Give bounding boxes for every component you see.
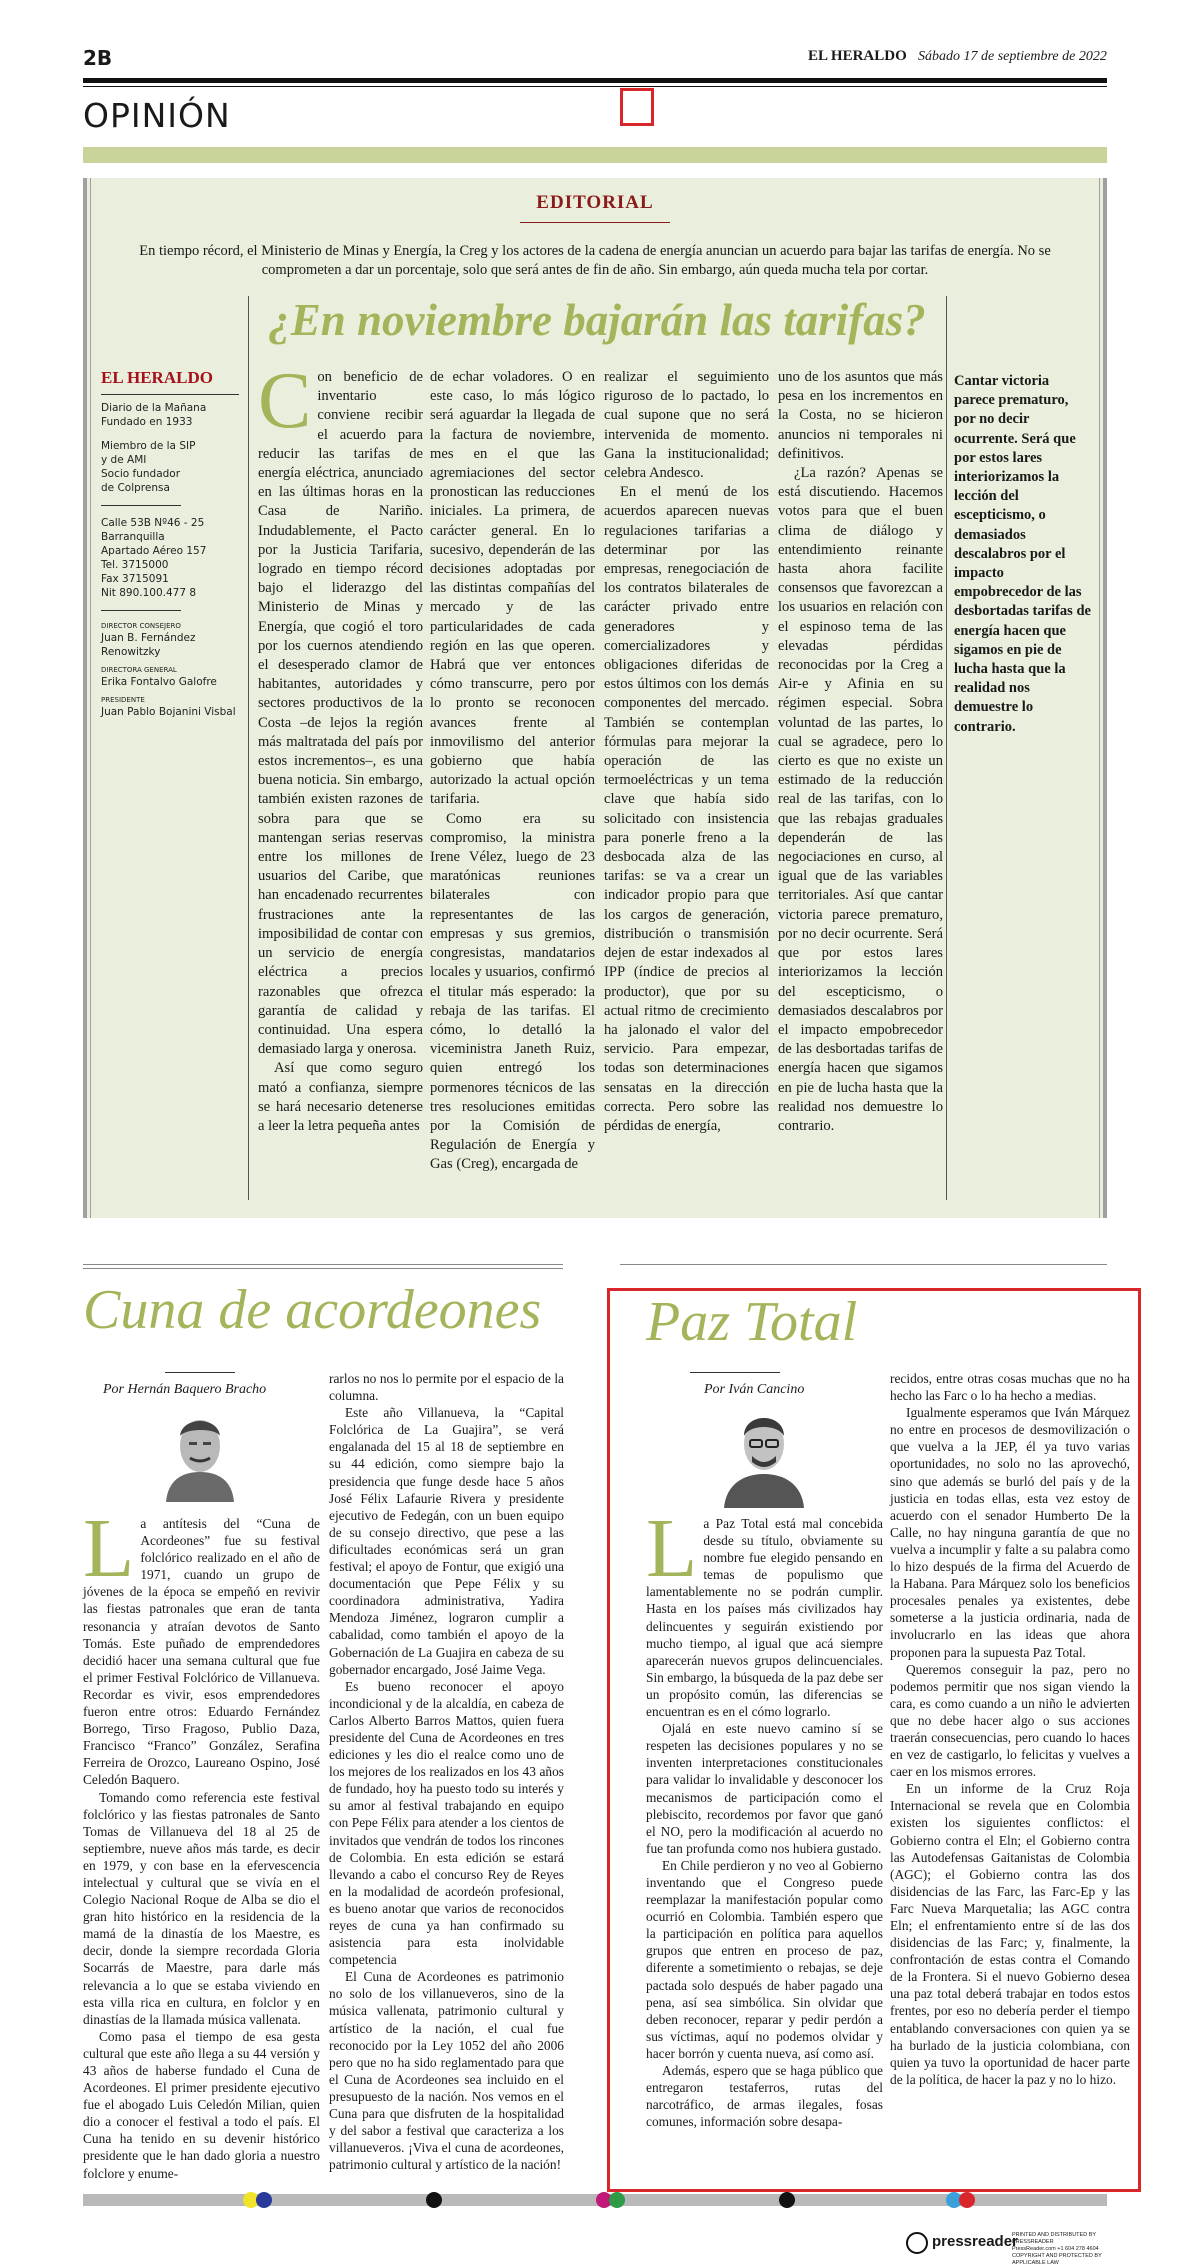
color-mark-red [959,2192,975,2208]
left-column-byline: Por Hernán Baquero Bracho [103,1382,267,1397]
left-column-top-rule [83,1264,563,1265]
left-column-top-rule-2 [83,1268,563,1269]
article-paragraph: Queremos conseguir la paz, pero no podemos permitir que nos sigan viendo la cara, es como cuando a un niño le advierten que no debe hacer algo o sus acciones traerán consecuencias, pero cuando lo haces en vez de castigarlo, lo felicitas y vuelves a caer en los mismos errores. [890,1661,1130,1780]
masthead-role: DIRECTORA GENERAL [101,666,177,674]
masthead-line: Miembro de la SIP [101,440,196,452]
panel-border-right [1103,178,1107,1218]
drop-cap: C [258,357,312,445]
color-mark-black [426,2192,442,2208]
article-paragraph: recidos, entre otras cosas muchas que no ha hecho las Farc o lo ha hecho a medias. [890,1371,1130,1404]
fineprint-line: PressReader.com +1 604 278 4604 [1012,2246,1099,2252]
masthead-rule [101,505,181,506]
panel-border-right-thin [1099,178,1100,1218]
masthead-address: Fax 3715091 [101,573,169,585]
masthead-address: Apartado Aéreo 157 [101,545,207,557]
brand-name: EL HERALDO [808,48,907,64]
left-column-text-1 [83,1502,320,2182]
byline-rule [690,1372,780,1373]
byline-rule [165,1372,235,1373]
color-mark-blue [256,2192,272,2208]
masthead-address: Calle 53B Nº46 - 25 [101,517,205,529]
panel-border-left-thin [90,178,91,1218]
editorial-column-2 [430,368,595,1175]
color-mark-black [779,2192,795,2208]
masthead-person: Juan Pablo Bojanini Visbal [101,706,236,718]
editorial-column-4 [778,368,943,1136]
masthead [101,368,239,719]
drop-cap: L [83,1502,135,1595]
masthead-address: Nit 890.100.477 8 [101,587,197,599]
article-paragraph: Igualmente esperamos que Iván Márquez no entre en procesos de desmovilización o que vuelva a la JEP, él ya tuvo varias oportunidades, no solo no las aprovechó, sino que además se burló del país y de la justicia en todas ellas, esta vez estoy de acuerdo con el senador Humberto De la Calle, no hay ninguna garantía de que no vuelva a incumplir y falte a su palabra como lo hizo después de la firma del Acuerdo de la Habana. Para Márquez solo los beneficios procesales penales ya existentes, debe someterse a la justicia ordinaria, nada de involucrarlo en las ideas que ahora proponen para la supuesta Paz Total. [890,1405,1130,1660]
section-title: OPINIÓN [83,96,231,135]
editorial-column-1 [258,357,423,1136]
article-paragraph: El Cuna de Acordeones es patrimonio no solo de los villanueveros, sino de la música vallenata, patrimonio cultural y artístico de la nación, el cual fue reconocido por la Ley 1052 del año 2006 pero que no ha sido reglamentado para que el Cuna de Acordeones sea incluido en el presupuesto de la nación. Nos vemos en el Cuna para que disfruten de la hospitalidad y del sabor a festival que caracteriza a los villanueveros. ¡Viva el cuna de acordeones, patrimonio cultural y artístico de la nación! [329,1969,564,2173]
article-paragraph: rarlos no nos lo permite por el espacio de la columna. [329,1371,564,1404]
masthead-person: Juan B. Fernández Renowitzky [101,632,196,658]
issue-date: Sábado 17 de septiembre de 2022 [918,49,1107,64]
right-column-text-2 [890,1370,1130,2088]
kicker-underline [520,222,670,223]
masthead-person: Erika Fontalvo Galofre [101,676,217,688]
article-paragraph: a antítesis del “Cuna de Acordeones” fue su festival folclórico realizado en el año de 1971, cuando un grupo de jóvenes de la época se empeñó en revivir las fiestas patronales que eran de tanta resonancia y atraían devotos de Santo Tomás. Este puñado de emprendedores decidió hacer una semana cultural que fue el primer Festival Folclórico de Villanueva. Recordar es vivir, esos emprendedores fueron entre otros: Eduardo Fernández Borrego, Tirso Fragoso, Publio Daza, Francisco “Franco” González, Serafina Ferreira de Orozco, Laureano Ospino, José Celedón Baquero. [83,1516,320,1788]
left-column-text-2 [329,1370,564,2173]
masthead-line: y de AMI [101,454,147,466]
article-paragraph: Ojalá en este nuevo camino sí se respeten las decisiones populares y no se inventen interpretaciones constitucionales para validar lo invalidable y desconocer los mecanismos de participación como el plebiscito, recordemos por favor que ganó el NO, pero la modificación al acuerdo no fue tan profunda como nos hubiera gustado. [646,1721,883,1856]
editorial-paragraph: ¿La razón? Apenas se está discutiendo. Hacemos votos para que el buen clima de diálogo y entendimiento reinante hasta ahora facilite consensos que favorezcan a los usuarios en relación con el espinoso tema de las elevadas pérdidas reconocidas por la Creg a Air-e y Afinia en su régimen especial. Sobra voluntad de las partes, lo cual se agradece, pero lo cierto es que no existe un estimado de la reducción real de las tarifas, con lo que las rebajas graduales dependerán de las negociaciones en curso, al igual que de las variables territoriales. Así que cantar victoria parece prematuro, por no decir ocurrente. Será que por estos lares interiorizamos la lección del escepticismo, o demasiados descalabros por el impacto empobrecedor de las desbortadas tarifas de energía hacen que sigamos en pie de lucha hasta que la realidad nos demuestre lo contrario. [778,465,943,1134]
header-rule [83,78,1107,83]
panel-border-left [83,178,87,1218]
headline-divider-left [248,296,249,1200]
editorial-paragraph: uno de los asuntos que más pesa en los incrementos en la Costa, no se hicieron anuncios ni temporales ni definitivos. [778,369,943,462]
drop-cap: L [646,1502,698,1595]
masthead-line: Fundado en 1933 [101,416,193,428]
editorial-paragraph: Así que como seguro mató a confianza, siempre se hará necesario detenerse a leer la letra pequeña antes [258,1060,423,1134]
masthead-role: DIRECTOR CONSEJERO [101,622,181,630]
article-paragraph: Además, espero que se haga público que entregaron testaferros, rutas del narcotráfico, de armas ilegales, fosas comunes, información sobre desapa- [646,2063,883,2130]
right-column-top-rule [620,1264,1107,1265]
pressreader-logo: pressreader [932,2233,1018,2250]
page-number: 2B [83,46,113,70]
masthead-line: Diario de la Mañana [101,402,207,414]
headline-divider-right [946,296,947,1200]
editorial-paragraph: Como era su compromiso, la ministra Irene Vélez, luego de 23 maratónicas reuniones bilaterales con representantes de las empresas y sus gremios, congresistas, mandatarios locales y usuarios, confirmó el titular más esperado: la rebaja de las tarifas. El cómo, lo detalló la viceministra Janeth Ruiz, quien entregó los pormenores técnicos de las tres resoluciones emitidas por la Comisión de Regulación de Energía y Gas (Creg), encargada de [430,810,595,1173]
article-paragraph: Es bueno reconocer el apoyo incondicional y de la alcaldía, en cabeza de Carlos Alberto Barros Mattos, quien fuera presidente del Cuna de Acordeones en tres ediciones y les dio el realce como uno de los mejores de los realizados en los 43 años de fundado, hoy ha puesto todo su interés y su amor al festival trabajando en equipo con Pepe Félix para atender a los cientos de invitados que vendrán de todos los rincones de Colombia. En esta edición se estará llevando a cabo el concurso Rey de Reyes en la modalidad de acordeón profesional, es bueno anotar que varios de reconocidos reyes de cuna ya han confirmado su asistencia para esta inolvidable competencia [329,1678,564,1968]
masthead-role: PRESIDENTE [101,696,145,704]
author-photo-right [720,1398,808,1508]
right-column-text-1 [646,1502,883,2130]
masthead-logo: EL HERALDO [101,368,213,387]
left-column-title: Cuna de acordeones [83,1279,542,1341]
right-column-byline: Por Iván Cancino [704,1382,805,1397]
editorial-kicker: EDITORIAL [536,192,654,213]
masthead-line: Socio fundador [101,468,181,480]
header-rule-thin [83,86,1107,87]
article-paragraph: Tomando como referencia este festival folclórico y las fiestas patronales de Santo Tomas de Villanueva del 18 al 25 de septiembre, nueve años más tarde, es decir en 1979, y con base en la efervescencia intelectual y cultural que se vivía en el Colegio Nacional Roque de Alba se dio el gran hito histórico en la residencia de la mamá de la dinastía de los Maestre, es decir, donde la siempre recordada Gloria Socarrás de Maestre, para darle más relevancia a lo que se estaba viviendo en esta villa rica en cultura, en folclor y en dinastías de la llamada música vallenata. [83,1789,320,2027]
highlight-box-top [620,88,654,126]
article-paragraph: En Chile perdieron y no veo al Gobierno inventando que el Congreso puede reemplazar la manifestación popular como ocurrió en Colombia. También espero que la participación en política para aquellos grupos que entren en proceso de paz, diferente a sometimiento o rebajas, se deje pactada solo después de haber pagado una pena, así sea simbólica. Sin olvidar que deben reconocer, reparar y pedir perdón a sus víctimas, aquí no podemos olvidar y hacer borrón y cuenta nueva, así como así. [646,1857,883,2061]
editorial-paragraph: En el menú de los acuerdos aparecen nuevas regulaciones tarifarias a determinar por las empresas, renegociación de los contratos bilaterales de carácter privado entre generadores y comercializadores y obligaciones diferidas de estos últimos con los demás componentes del mercado. También se contemplan fórmulas para mejorar la operación de las termoeléctricas y un tema clave que había sido solicitado con insistencia para ponerle freno a la desbocada alza de las tarifas: se va a crear un indicador propio para que los cargos de generación, distribución o transmisión dejen de estar indexados al IPP (índice de precios al productor), que por su actual ritmo de crecimiento ha jalonado el valor del servicio. Para empezar, todas son determinaciones sensatas en la dirección correcta. Pero sobre las pérdidas de energía, [604,484,769,1134]
author-photo-left [160,1406,240,1502]
fineprint-line: PRINTED AND DISTRIBUTED BY PRESSREADER [1012,2232,1096,2245]
masthead-address: Tel. 3715000 [101,559,169,571]
right-column-title: Paz Total [646,1291,858,1353]
fineprint-line: COPYRIGHT AND PROTECTED BY APPLICABLE LAW [1012,2253,1102,2266]
pressreader-fineprint [1012,2232,1108,2267]
editorial-column-3 [604,368,769,1136]
editorial-paragraph: de echar voladores. O en este caso, lo más lógico será aguardar la llegada de la factura de noviembre, mes en el que las agremiaciones del sector pronostican las reducciones iniciales. La primera, de carácter general. En lo sucesivo, dependerán de las decisiones adoptadas por las distintas compañías del mercado y de las particularidades de cada región en las que operen. Habrá que ver entonces cómo transcurre, pero por lo pronto se reconocen avances frente al inmovilismo del anterior gobierno que había autorizado la actual opción tarifaria. [430,369,595,808]
color-mark-green [609,2192,625,2208]
green-band [83,147,1107,163]
pressreader-icon [906,2232,928,2254]
article-paragraph: a Paz Total está mal concebida desde su título, obviamente su nombre fue elegido pensando en temas de populismo que lamentablemente no se podrán cumplir. Hasta en los países más civilizados hay delincuentes y seguirán existiendo por mucho tiempo, al igual que acá siempre aparecerán nuevos grupos delincuenciales. Sin embargo, la búsqueda de la paz debe ser un propósito común, las diferencias se encuentran es en el cómo lograrlo. [646,1516,883,1720]
article-paragraph: En un informe de la Cruz Roja Internacional se revela que en Colombia existen los siguientes conflictos: el Gobierno contra el Eln; el Gobierno contra las Autodefensas Gaitanistas de Colombia (AGC); el Gobierno contra las dos disidencias de las Farc, las Farc-Ep y las Farc Nueva Marquetalia; las AGC contra Eln; el enfrentamiento entre sí de las dos disidencias de las Farc; y, finalmente, la confrontación de estas contra el Comando de la Frontera. Si el nuevo Gobierno desea una paz total deberá trabajar en todos estos frentes, por eso no debería perder el tiempo entablando conversaciones con quien ya se ha burlado de la justicia colombiana, con quien ya tuvo la oportunidad de hacer parte de la política, de hacer la paz y no lo hizo. [890,1781,1130,2087]
article-paragraph: Como pasa el tiempo de esa gesta cultural que este año llega a su 44 versión y 43 años de haberse fundado el Cuna de Acordeones. El primer presidente ejecutivo fue el abogado Luis Celedón Milian, quien dio a conocer el festival a todo el país. El Cuna ha tenido en su devenir histórico presidente que le han dado gloria a nuestro folclore y enume- [83,2028,320,2181]
article-paragraph: Este año Villanueva, la “Capital Folclórica de La Guajira”, se verá engalanada del 15 al 18 de septiembre en su 44 edición, como siempre bajo la presidencia que funge desde hace 5 años José Félix Lafaurie Rivera y presidente ejecutivo de Fedegán, con un buen equipo de su consejo directivo, que pese a las dificultades económicas será un gran festival; el apoyo de Fontur, que exigió una documentación que Pepe Félix y su coordinadora administrativa, Yadira Mendoza Jiménez, lograron cumplir a cabalidad, como también el apoyo de la Gobernación de La Guajira en cabeza de su gobernador encargado, José Jaime Vega. [329,1405,564,1677]
masthead-line: de Colprensa [101,482,170,494]
editorial-paragraph: realizar el seguimiento riguroso de lo pactado, lo cual supone que no será intervenida de momento. Gana la institucionalidad; celebra Andesco. [604,369,769,482]
editorial-paragraph: on beneficio de inventario conviene recibir el acuerdo para reducir las tarifas de energía eléctrica, anunciado en las últimas horas en la Casa de Nariño. Indudablemente, el Pacto por la Justicia Tarifaria, logrado en tiempo récord bajo el liderazgo del Ministerio de Minas y Energía, que cogió el toro por los cuernos atendiendo el desesperado clamor de habitantes, autoridades y sectores productivos de la Costa –de lejos la región más maltratada del país por estos incrementos–, es una buena noticia. Sin embargo, también existen razones de sobra para que se mantengan serias reservas entre los millones de usuarios del Caribe, que han encadenado recurrentes frustraciones ante la imposibilidad de contar con un servicio de energía eléctrica a precios razonables que ofrezca garantía de calidad y continuidad. Una espera demasiado larga y onerosa. [258,369,423,1058]
pullquote: Cantar victoria parece prematuro, por no decir ocurrente. Será que por estos lares interiorizamos la lección del escepticismo, o demasiados descalabros por el impacto empobrecedor de las desbortadas tarifas de energía hacen que sigamos en pie de lucha hasta que la realidad nos demuestre lo contrario. [954,373,1091,735]
editorial-lead: En tiempo récord, el Ministerio de Minas y Energía, la Creg y los actores de la cadena de energía anuncian un acuerdo para bajar las tarifas de energía. No se comprometen a dar un porcentaje, solo que será antes de fin de año. Sin embargo, aún queda mucha tela por cortar. [139,243,1051,278]
masthead-rule [101,610,181,611]
editorial-headline: ¿En noviembre bajarán las tarifas? [268,295,926,345]
masthead-rule [101,394,239,395]
masthead-address: Barranquilla [101,531,165,543]
